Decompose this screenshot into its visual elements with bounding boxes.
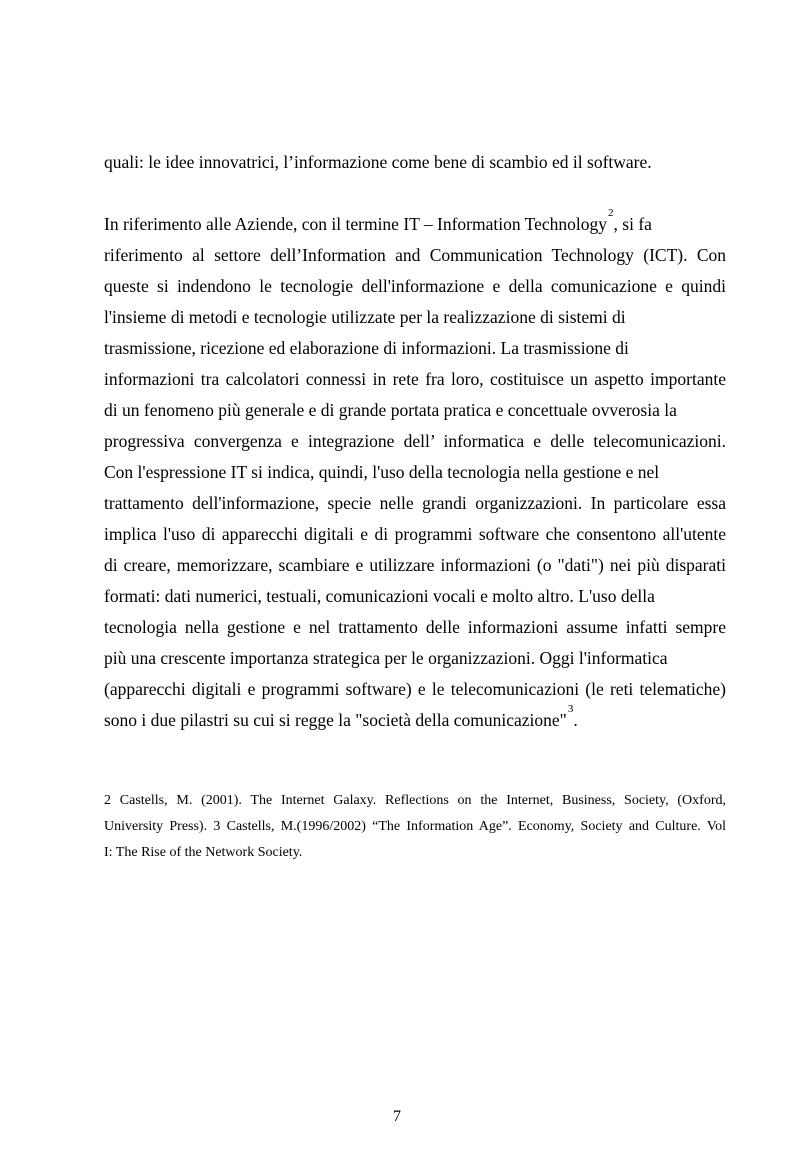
paragraph-2-line-6: informazioni tra calcolatori connessi in rete fra loro, costituisce un aspetto importante [104,369,726,389]
paragraph-2-line-1 [104,207,652,234]
footnote-ref-3[interactable]: 3 [567,703,574,715]
paragraph-2-line-5: trasmissione, ricezione ed elaborazione di informazioni. La trasmissione di [104,338,629,358]
paragraph-2-line-14: tecnologia nella gestione e nel trattamento delle informazioni assume infatti sempre [104,617,726,637]
paragraph-2-line-1-text: In riferimento alle Aziende, con il termine IT – Information Technology [104,214,608,234]
paragraph-2-line-8: progressiva convergenza e integrazione dell’ informatica e delle telecomunicazioni. [104,431,726,451]
paragraph-2-line-9: Con l'espressione IT si indica, quindi, l'uso della tecnologia nella gestione e nel [104,462,660,482]
paragraph-2-line-11: implica l'uso di apparecchi digitali e di programmi software che consentono all'utente [104,524,726,544]
paragraph-2-line-3: queste si indendono le tecnologie dell'informazione e della comunicazione e quindi [104,276,726,296]
paragraph-2-line-17-tail: . [573,710,578,730]
footnote-line-1: 2 Castells, M. (2001). The Internet Galaxy. Reflections on the Internet, Business, Society, (Oxford, [104,793,726,808]
footnote-line-3: I: The Rise of the Network Society. [104,845,303,860]
paragraph-2-line-1-tail: , si fa [613,214,652,234]
paragraph-2-line-7: di un fenomeno più generale e di grande portata pratica e concettuale ovverosia la [104,400,677,420]
paragraph-2-line-12: di creare, memorizzare, scambiare e utilizzare informazioni (o "dati") nei più disparati [104,555,726,575]
page-number: 7 [393,1108,401,1125]
footnote-ref-2[interactable]: 2 [608,207,614,219]
paragraph-2-line-16: (apparecchi digitali e programmi software) e le telecomunicazioni (le reti telematiche) [104,679,726,699]
paragraph-2-line-17 [104,703,578,730]
paragraph-2-line-13: formati: dati numerici, testuali, comunicazioni vocali e molto altro. L'uso della [104,586,655,606]
paragraph-2-line-15: più una crescente importanza strategica per le organizzazioni. Oggi l'informatica [104,648,668,668]
paragraph-2-line-10: trattamento dell'informazione, specie nelle grandi organizzazioni. In particolare essa [104,493,726,513]
paragraph-2-line-2: riferimento al settore dell’Information and Communication Technology (ICT). Con [104,245,726,265]
paragraph-2-line-4: l'insieme di metodi e tecnologie utilizzate per la realizzazione di sistemi di [104,307,626,327]
footnote-line-2: University Press). 3 Castells, M.(1996/2002) “The Information Age”. Economy, Society and Culture. Vol [104,819,726,834]
paragraph-1-line-1: quali: le idee innovatrici, l’informazione come bene di scambio ed il software. [104,152,652,172]
paragraph-2-line-17-text: sono i due pilastri su cui si regge la "società della comunicazione" [104,710,567,730]
